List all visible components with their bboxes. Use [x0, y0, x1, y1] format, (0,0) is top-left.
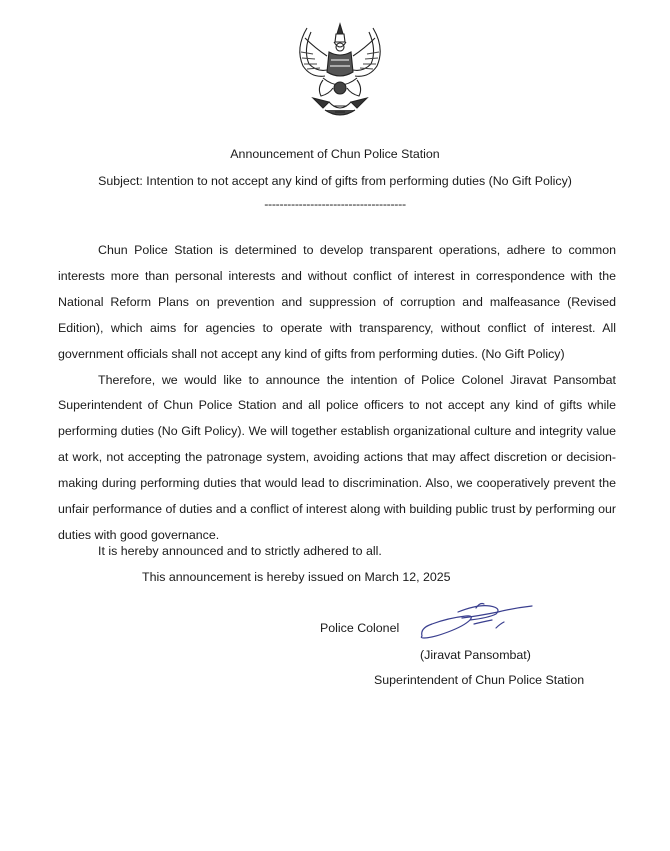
signature-icon: [418, 598, 536, 644]
signatory-rank: Police Colonel: [320, 621, 400, 635]
signatory-name: (Jiravat Pansombat): [420, 648, 531, 662]
issue-date-statement: This announcement is hereby issued on March 12, 2025: [142, 570, 451, 584]
signatory-position: Superintendent of Chun Police Station: [374, 673, 585, 687]
closing-statement: It is hereby announced and to strictly adhered to all.: [98, 544, 382, 558]
garuda-emblem-icon: [293, 22, 387, 120]
announcement-body: [58, 238, 616, 549]
announcement-title: Announcement of Chun Police Station: [230, 147, 440, 161]
announcement-subject: Subject: Intention to not accept any kind of gifts from performing duties (No Gift Policy): [98, 174, 572, 188]
paragraph-2: Therefore, we would like to announce the intention of Police Colonel Jiravat Pansombat Superintendent of Chun Police Station and all police officers to not accept any kind of gifts while performing duties (No Gift Policy). We will together establish organizational culture and integrity value at work, not accepting the patronage system, avoiding actions that may affect discretion or decision-making during performing duties that would lead to discrimination. Also, we cooperatively prevent the unfair performance of duties and a conflict of interest along with building public trust by performing our duties with good governance.: [58, 372, 616, 542]
paragraph-1: Chun Police Station is determined to develop transparent operations, adhere to common interests more than personal interests and without conflict of interest in correspondence with the National Reform Plans on prevention and suppression of corruption and malfeasance (Revised Edition), which aims for agencies to operate with transparency, without conflict of interest. All government officials shall not accept any kind of gifts from performing duties. (No Gift Policy): [58, 243, 616, 361]
divider-line: -------------------------------------: [264, 197, 406, 211]
